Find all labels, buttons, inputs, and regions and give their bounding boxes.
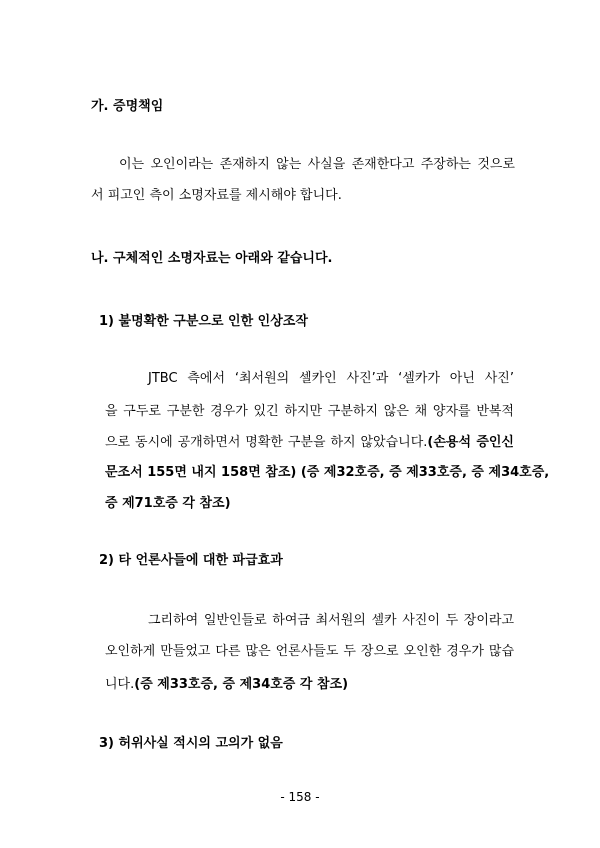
item-1-line-1: JTBC 측에서 ‘최서원의 셀카인 사진’과 ‘셀카가 아닌 사진’: [148, 371, 514, 386]
page-number: - 158 -: [280, 790, 320, 804]
item-1-line-3-text: 으로 동시에 공개하면서 명확한 구분을 하지 않았습니다.: [105, 435, 428, 450]
section-ga-line-1: 이는 오인이라는 존재하지 않는 사실을 존재한다고 주장하는 것으로: [119, 157, 515, 172]
item-1-line-3-reference: (손용석 증인신: [427, 435, 514, 450]
item-2-line-3: [105, 676, 348, 694]
item-1-heading: 1) 불명확한 구분으로 인한 인상조작: [99, 314, 308, 329]
item-3-heading: 3) 허위사실 적시의 고의가 없음: [99, 736, 283, 751]
item-2-line-2: 오인하게 만들었고 다른 많은 언론사들도 두 장으로 오인한 경우가 많습: [105, 644, 514, 659]
item-1-line-3: [105, 434, 514, 452]
section-na-heading: 나. 구체적인 소명자료는 아래와 같습니다.: [91, 251, 333, 266]
section-ga-line-2: 서 피고인 측이 소명자료를 제시해야 합니다.: [91, 188, 342, 203]
section-ga-heading: 가. 증명책임: [91, 99, 164, 114]
item-1-line-4: 문조서 155면 내지 158면 참조) (증 제32호증, 증 제33호증, 증 제34호증,: [105, 465, 550, 480]
item-2-line-1: 그리하여 일반인들로 하여금 최서원의 셀카 사진이 두 장이라고: [148, 613, 514, 628]
item-2-line-3-reference: (증 제33호증, 증 제34호증 각 참조): [134, 677, 349, 692]
item-2-heading: 2) 타 언론사들에 대한 파급효과: [99, 553, 283, 568]
item-1-line-2: 을 구두로 구분한 경우가 있긴 하지만 구분하지 않은 채 양자를 반복적: [105, 404, 514, 419]
item-2-line-3-text: 니다.: [105, 677, 135, 692]
item-1-line-5: 증 제71호증 각 참조): [105, 496, 231, 511]
